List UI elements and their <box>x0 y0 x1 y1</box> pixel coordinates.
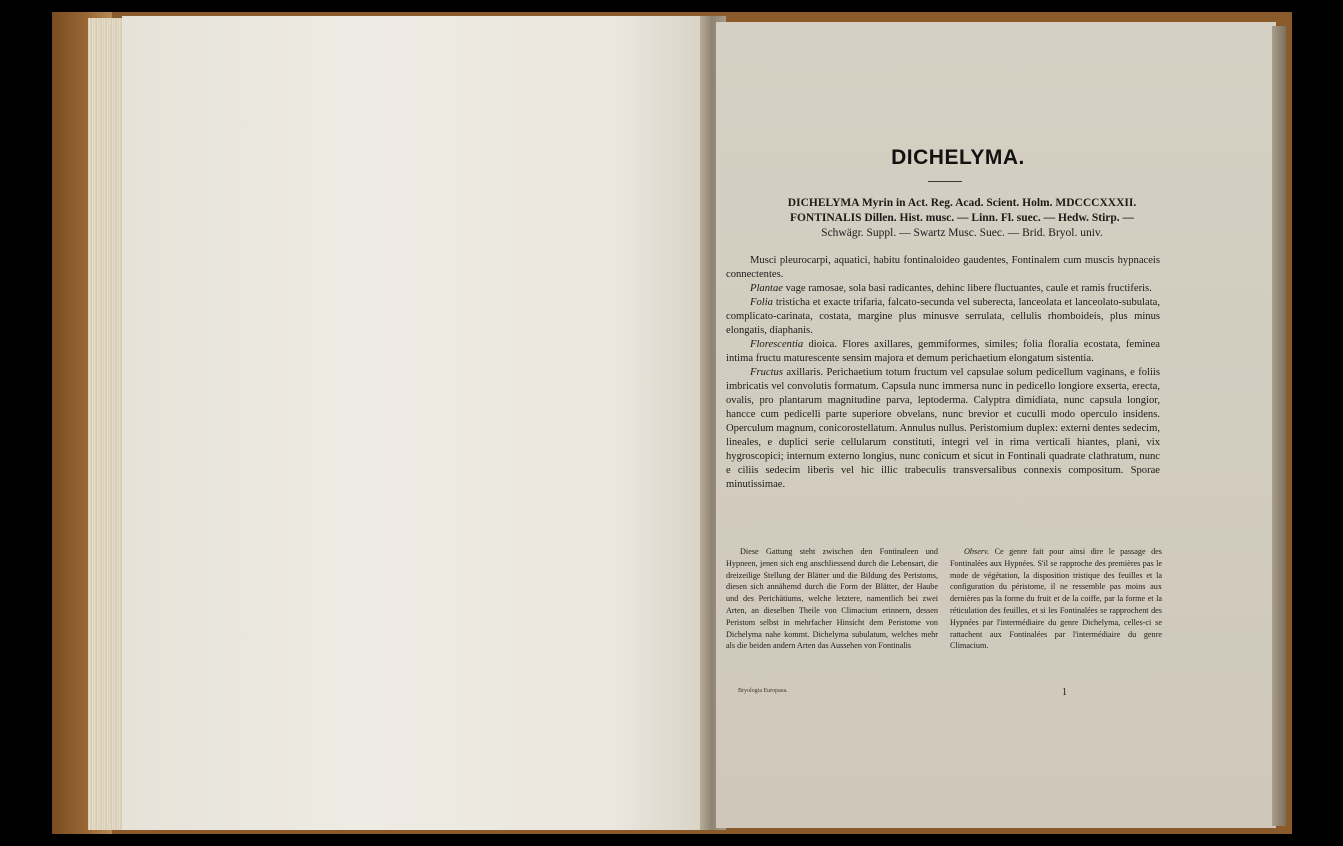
description-paragraph <box>726 366 1160 492</box>
description-paragraph <box>726 296 1160 338</box>
footer-signature: Bryologia Europaea. <box>738 688 788 694</box>
paragraph-lead: Plantae <box>750 283 783 294</box>
german-column <box>726 546 938 652</box>
synonym-line: Schwägr. Suppl. — Swartz Musc. Suec. — Brid. Bryol. univ. <box>821 227 1103 239</box>
french-paragraph <box>950 546 1162 652</box>
paragraph-text: dioica. Flores axillares, gemmiformes, similes; folia floralia ecostata, feminea intima fructu maturescente sensim majora et demum perichaetium elongatum sistentia. <box>726 339 1160 364</box>
french-text: Ce genre fait pour ainsi dire le passage des Fontinalées aux Hypnées. S'il se rapproche des premières pas le mode de végétation, la disposition tristique des feuilles et la configuration du péristome, il ne ressemble pas moins aux dernières pas la forme du fruit et de la coiffe, par la forme et la réticulation des feuilles, et si les Fontinalées se rapprochent des Hypnées par l'intermédiaire du genre Dichelyma, celles-ci se rattachent aux Fontinalées par l'intermédiaire du genre Climacium. <box>950 547 1162 651</box>
page-title: DICHELYMA. <box>891 146 1025 169</box>
paragraph-lead: Fructus <box>750 367 783 378</box>
synonym-line: FONTINALIS Dillen. Hist. musc. — Linn. Fl. suec. — Hedw. Stirp. — <box>789 212 1135 224</box>
french-column <box>950 546 1162 652</box>
description-paragraph <box>726 282 1160 296</box>
german-paragraph: Diese Gattung steht zwischen den Fontinaleen und Hypneen, jenen sich eng anschliessend durch die Lebensart, die dreizeilige Stellung der Blätter und die Bildung des Peristoms, diesen sich annähernd durch die Form der Blätter, der Haube und des Perichätiums, welche letztere, namentlich bei zwei Arten, an dieselben Theile von Climacium erinnern, dessen Peristom selbst in mehrfacher Hinsicht dem Peristome von Dichelyma nahe kommt. Dichelyma subulatum, welches mehr als die beiden andern Arten das Aussehen von Fontinalis <box>726 547 938 651</box>
description-paragraph <box>726 338 1160 366</box>
blank-left-page <box>122 16 702 830</box>
right-page-edge <box>1272 26 1286 826</box>
description-paragraph <box>726 254 1160 282</box>
paragraph-text: vage ramosae, sola basi radicantes, dehinc libere fluctuantes, caule et ramis fructiferis. <box>782 283 1152 294</box>
title-rule <box>928 181 962 182</box>
french-lead: Observ. <box>964 547 990 556</box>
synonym-block <box>724 196 1200 241</box>
page-number: 1 <box>1062 687 1067 698</box>
paragraph-text: tristicha et exacte trifaria, falcato-secunda vel suberecta, lanceolata et lanceolato-subulata, complicato-carinata, costata, margine plus minusve serrulata, cellulis rhomboideis, plus minus elongatis, diaphanis. <box>726 297 1160 336</box>
paragraph-lead: Florescentia <box>750 339 804 350</box>
synonym-line: DICHELYMA Myrin in Act. Reg. Acad. Scient. Holm. MDCCCXXXII. <box>787 197 1137 209</box>
paragraph-lead: Folia <box>750 297 773 308</box>
genus-description <box>726 254 1160 492</box>
paragraph-text: Musci pleurocarpi, aquatici, habitu fontinaloideo gaudentes, Fontinalem cum muscis hypnaceis connectentes. <box>726 255 1160 280</box>
paragraph-text: axillaris. Perichaetium totum fructum vel capsulae solum pedicellum vaginans, e foliis imbricatis vel convolutis formatum. Capsula nunc immersa nunc in pedicello longiore exserta, erecta, ovalis, pro plantarum magnitudine parva, leptoderma. Calyptra dimidiata, nunc capsula longior, hancce cum pedicelli parte superiore obvelans, nunc brevior et cuculli modo operculo insidens. Operculum magnum, conicorostellatum. Annulus nullus. Peristomium duplex: externi dentes sedecim, lineales, e duplici serie cellularum constituti, integri vel in rima verticali hiantes, plani, vix hygroscopici; internum externo longius, nunc conicum et sicut in Fontinali quadrate clathratum, nunc e ciliis sedecim liberis vel hic illic trabeculis transversalibus connexis compositum. Sporae minutissimae. <box>726 367 1160 490</box>
